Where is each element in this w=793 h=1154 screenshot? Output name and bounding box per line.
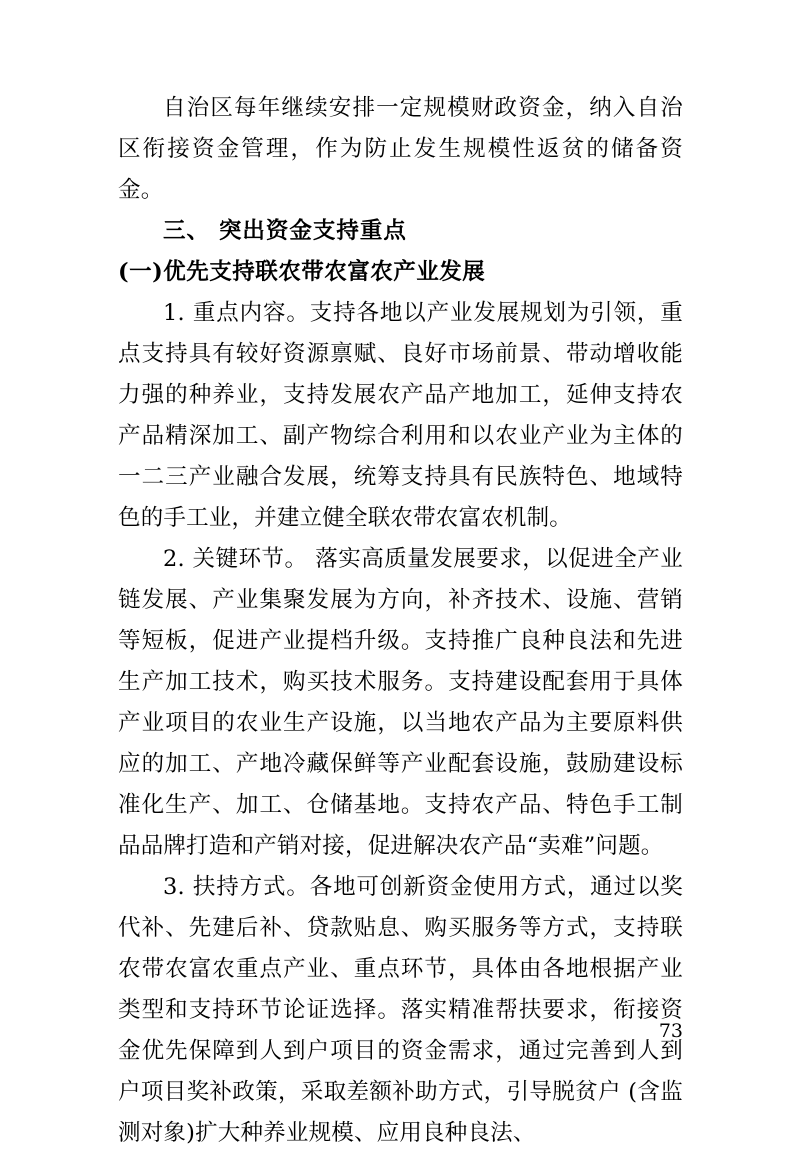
paragraph-intro: 自治区每年继续安排一定规模财政资金，纳入自治区衔接资金管理，作为防止发生规模性返贫的储备资金。 xyxy=(118,95,683,203)
paragraph-key-content: 1. 重点内容。支持各地以产业发展规划为引领，重点支持具有较好资源禀赋、良好市场前景、带动增收能力强的种养业，支持发展农产品产地加工，延伸支持农产品精深加工、副产物综合利用和以农业产业为主体的一二三产业融合发展，统筹支持具有民族特色、地域特色的手工业，并建立健全联农带农富农机制。 xyxy=(118,300,683,531)
section-heading-three: 三、 突出资金支持重点 xyxy=(163,218,407,244)
paragraph-support-methods: 3. 扶持方式。各地可创新资金使用方式，通过以奖代补、先建后补、贷款贴息、购买服务等方式，支持联农带农富农重点产业、重点环节，具体由各地根据产业类型和支持环节论证选择。落实精准帮扶要求，衔接资金优先保障到人到户项目的资金需求，通过完善到人到户项目奖补政策，采取差额补助方式，引导脱贫户 (含监测对象)扩大种养业规模、应用良种良法、 xyxy=(118,874,683,1146)
subsection-heading-one: (一)优先支持联农带农富农产业发展 xyxy=(118,259,486,285)
page-content xyxy=(118,88,683,1154)
paragraph-key-links: 2. 关键环节。 落实高质量发展要求，以促进全产业链发展、产业集聚发展为方向，补齐技术、设施、营销等短板，促进产业提档升级。支持推广良种良法和先进生产加工技术，购买技术服务。支持建设配套用于具体产业项目的农业生产设施，以当地农产品为主要原料供应的加工、产地冷藏保鲜等产业配套设施，鼓励建设标准化生产、加工、仓储基地。支持农产品、特色手工制品品牌打造和产销对接，促进解决农产品“卖难”问题。 xyxy=(118,546,683,859)
page-number: 73 xyxy=(658,1020,683,1042)
